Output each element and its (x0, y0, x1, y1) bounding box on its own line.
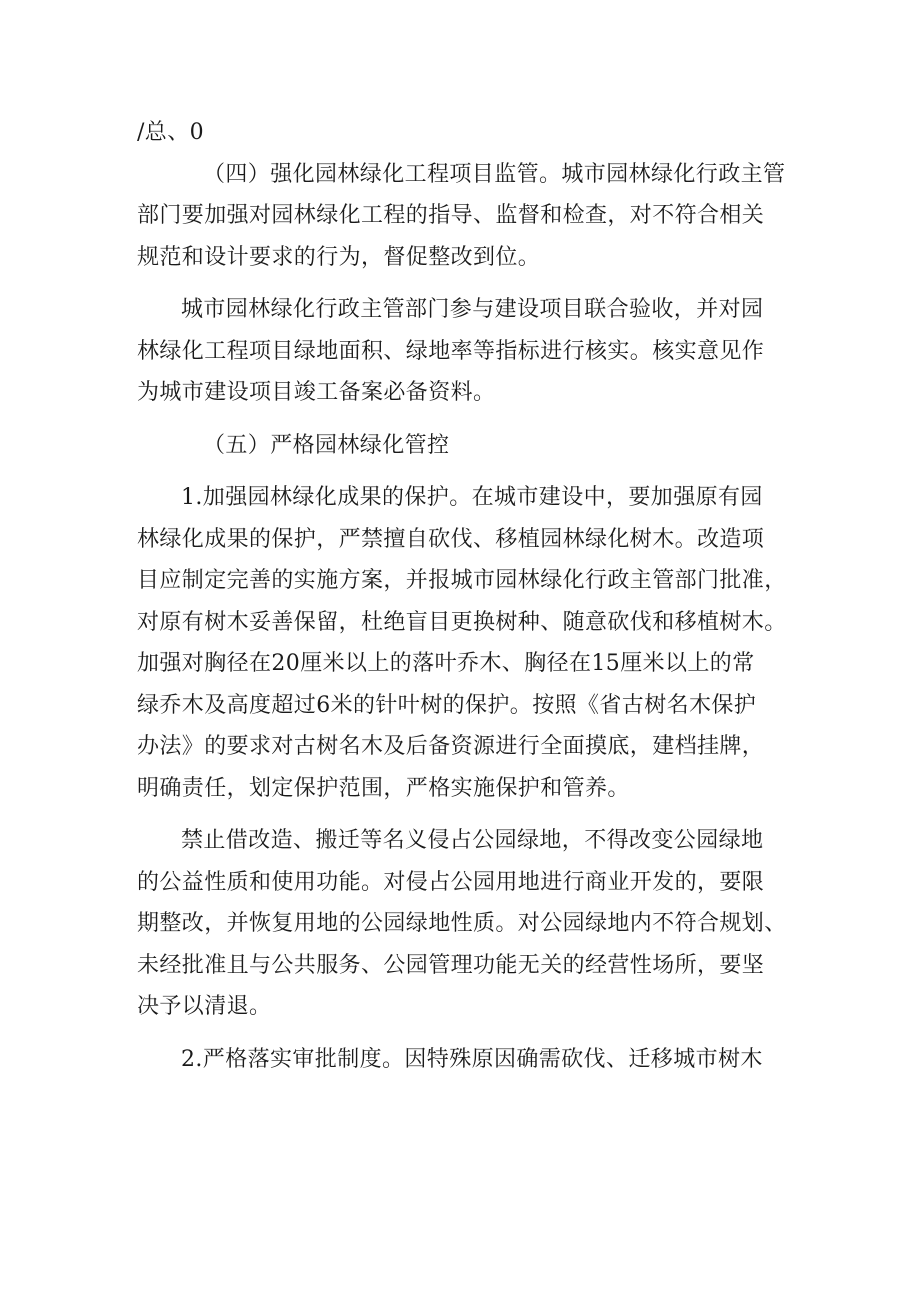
paragraph-start: 禁止借改造、搬迁等名义侵占公园绿地，不得改变公园绿地 (181, 828, 764, 853)
text-line: 的公益性质和使用功能。对侵占公园用地进行商业开发的，要限 (137, 869, 765, 895)
text-line: 林绿化成果的保护，严禁擅自砍伐、移植园林绿化树木。改造项 (137, 526, 765, 552)
text-line: 绿乔木及高度超过6米的针叶树的保护。按照《省古树名木保护 (137, 692, 757, 718)
text-line: 目应制定完善的实施方案，并报城市园林绿化行政主管部门批准， (137, 568, 787, 593)
text-line: 部门要加强对园林绿化工程的指导、监督和检查，对不符合相关 (137, 203, 765, 228)
text-line: 决予以清退。 (137, 994, 272, 1019)
section-heading-4: （四）强化园林绿化工程项目监管。城市园林绿化行政主管 (203, 161, 786, 187)
text-line: 规范和设计要求的行为，督促整改到位。 (137, 244, 541, 270)
text-line: 明确责任，划定保护范围，严格实施保护和管养。 (137, 775, 630, 801)
text-line: 对原有树木妥善保留，杜绝盲目更换树种、随意砍伐和移植树木。 (137, 609, 787, 635)
text-line: 为城市建设项目竣工备案必备资料。 (137, 380, 496, 405)
paragraph-start: 城市园林绿化行政主管部门参与建设项目联合验收，并对园 (181, 297, 764, 322)
text-line: 办法》的要求对古树名木及后备资源进行全面摸底，建档挂牌， (137, 734, 765, 759)
body-text (137, 112, 797, 1080)
text-line: 期整改，并恢复用地的公园绿地性质。对公园绿地内不符合规划、 (137, 911, 787, 936)
item-1-heading: 1.加强园林绿化成果的保护。在城市建设中，要加强原有园 (181, 485, 763, 510)
text-line: 加强对胸径在20厘米以上的落叶乔木、胸径在15厘米以上的常 (137, 651, 755, 676)
item-2-heading: 2.严格落实审批制度。因特殊原因确需砍伐、迁移城市树木 (181, 1046, 763, 1072)
section-heading-5: （五）严格园林绿化管控 (203, 432, 450, 458)
text-line-fragment: /总、0 (137, 120, 205, 145)
text-line: 林绿化工程项目绿地面积、绿地率等指标进行核实。核实意见作 (137, 338, 765, 364)
text-line: 未经批准且与公共服务、公园管理功能无关的经营性场所，要坚 (137, 952, 765, 978)
